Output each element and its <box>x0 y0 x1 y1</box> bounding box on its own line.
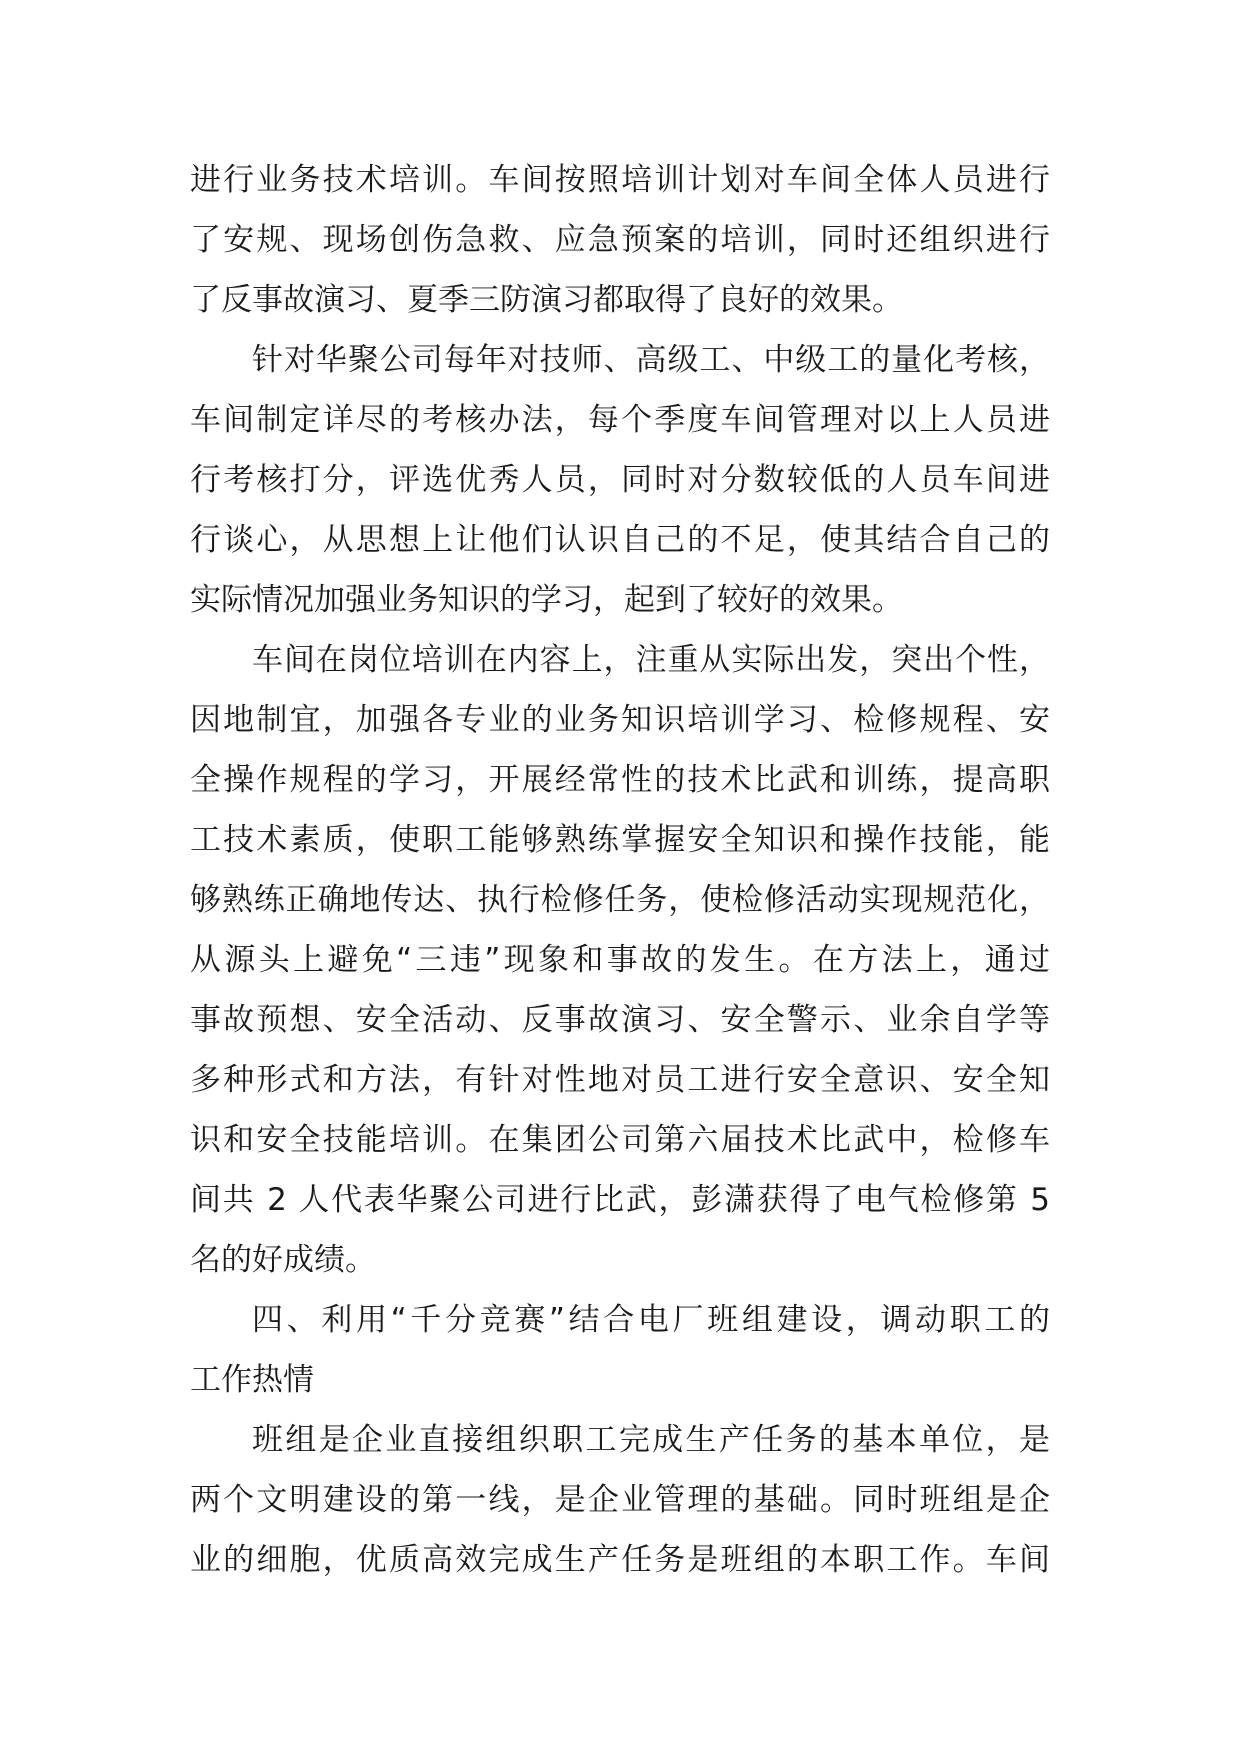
text-line: 全操作规程的学习，开展经常性的技术比武和训练，提高职 <box>190 762 1050 798</box>
text-line: 班组是企业直接组织职工完成生产任务的基本单位，是 <box>252 1422 1050 1458</box>
text-line: 实际情况加强业务知识的学习，起到了较好的效果。 <box>190 582 903 618</box>
body-text <box>190 150 1050 1590</box>
text-line: 行考核打分，评选优秀人员，同时对分数较低的人员车间进 <box>190 462 1050 498</box>
text-line: 四、利用“千分竞赛”结合电厂班组建设，调动职工的 <box>252 1302 1050 1338</box>
text-line: 间共 2 人代表华聚公司进行比武，彭潇获得了电气检修第 5 <box>190 1182 1050 1218</box>
text-line: 车间在岗位培训在内容上，注重从实际出发，突出个性， <box>252 642 1050 678</box>
text-line: 工作热情 <box>190 1362 314 1398</box>
text-line: 针对华聚公司每年对技师、高级工、中级工的量化考核， <box>252 342 1050 378</box>
text-line: 事故预想、安全活动、反事故演习、安全警示、业余自学等 <box>190 1002 1050 1038</box>
text-line: 了反事故演习、夏季三防演习都取得了良好的效果。 <box>190 282 903 318</box>
text-line: 因地制宜，加强各专业的业务知识培训学习、检修规程、安 <box>190 702 1050 738</box>
text-line: 行谈心，从思想上让他们认识自己的不足，使其结合自己的 <box>190 522 1050 558</box>
text-line: 多种形式和方法，有针对性地对员工进行安全意识、安全知 <box>190 1062 1050 1098</box>
text-line: 名的好成绩。 <box>190 1242 376 1278</box>
text-line: 够熟练正确地传达、执行检修任务，使检修活动实现规范化， <box>190 882 1050 918</box>
text-line: 从源头上避免“三违”现象和事故的发生。在方法上，通过 <box>190 942 1050 978</box>
text-line: 了安规、现场创伤急救、应急预案的培训，同时还组织进行 <box>190 222 1050 258</box>
text-line: 两个文明建设的第一线，是企业管理的基础。同时班组是企 <box>190 1482 1050 1518</box>
text-line: 进行业务技术培训。车间按照培训计划对车间全体人员进行 <box>190 162 1050 198</box>
text-line: 车间制定详尽的考核办法，每个季度车间管理对以上人员进 <box>190 402 1050 438</box>
text-line: 工技术素质，使职工能够熟练掌握安全知识和操作技能，能 <box>190 822 1050 858</box>
text-line: 业的细胞，优质高效完成生产任务是班组的本职工作。车间 <box>190 1542 1050 1578</box>
text-line: 识和安全技能培训。在集团公司第六届技术比武中，检修车 <box>190 1122 1050 1158</box>
